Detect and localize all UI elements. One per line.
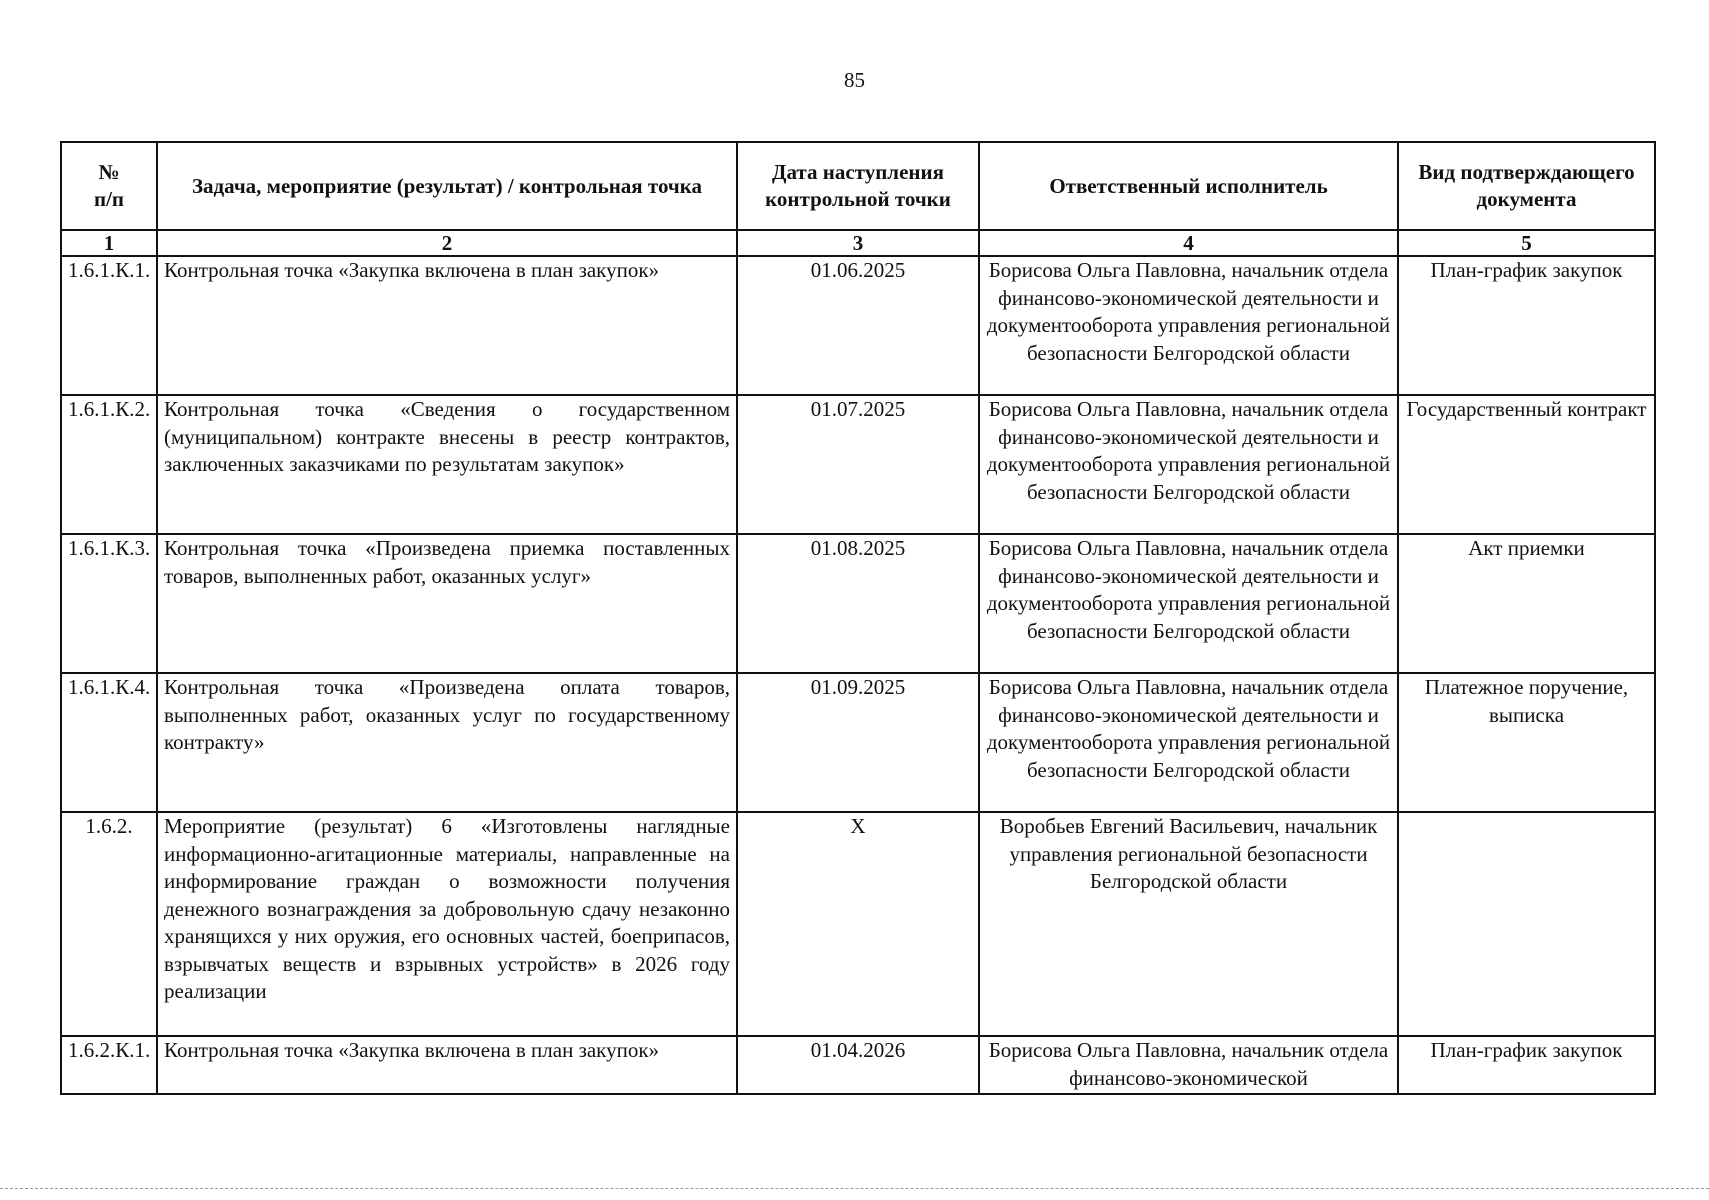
row-task: Контрольная точка «Произведена приемка поставленных товаров, выполненных работ, оказанных услуг» [157, 534, 737, 673]
table-row [61, 673, 1655, 812]
row-document: Платежное поручение, выписка [1398, 673, 1655, 812]
row-document: План-график закупок [1398, 256, 1655, 395]
table-row [61, 256, 1655, 395]
column-numbers-row [61, 230, 1655, 256]
row-responsible: Борисова Ольга Павловна, начальник отдела финансово-экономической деятельности и документооборота управления региональной безопасности Белгородской области [979, 534, 1398, 673]
row-date: 01.06.2025 [737, 256, 979, 395]
row-task: Мероприятие (результат) 6 «Изготовлены наглядные информационно-агитационные материалы, направленные на информирование граждан о возможности получения денежного вознаграждения за добровольную сдачу незаконно хранящихся у них оружия, его основных частей, боеприпасов, взрывчатых веществ и взрывных устройств» в 2026 году реализации [157, 812, 737, 1036]
row-date: 01.04.2026 [737, 1036, 979, 1094]
row-document: План-график закупок [1398, 1036, 1655, 1094]
row-task: Контрольная точка «Сведения о государственном (муниципальном) контракте внесены в реестр контрактов, заключенных заказчиками по результатам закупок» [157, 395, 737, 534]
column-number: 4 [979, 230, 1398, 256]
row-responsible: Борисова Ольга Павловна, начальник отдела финансово-экономической деятельности и документооборота управления региональной безопасности Белгородской области [979, 673, 1398, 812]
column-number: 3 [737, 230, 979, 256]
control-points-table [60, 141, 1656, 1095]
row-number: 1.6.2.К.1. [61, 1036, 157, 1094]
row-responsible: Воробьев Евгений Васильевич, начальник управления региональной безопасности Белгородской области [979, 812, 1398, 1036]
row-date: 01.07.2025 [737, 395, 979, 534]
row-date: X [737, 812, 979, 1036]
row-task: Контрольная точка «Закупка включена в план закупок» [157, 1036, 737, 1094]
row-number: 1.6.1.К.4. [61, 673, 157, 812]
row-responsible: Борисова Ольга Павловна, начальник отдела финансово-экономической [979, 1036, 1398, 1094]
table-row [61, 395, 1655, 534]
row-date: 01.08.2025 [737, 534, 979, 673]
row-document [1398, 812, 1655, 1036]
row-number: 1.6.1.К.3. [61, 534, 157, 673]
header-task: Задача, мероприятие (результат) / контрольная точка [157, 142, 737, 230]
header-number: № п/п [61, 142, 157, 230]
table-row [61, 1036, 1655, 1094]
row-document: Государственный контракт [1398, 395, 1655, 534]
row-date: 01.09.2025 [737, 673, 979, 812]
page-number: 85 [844, 68, 865, 92]
row-task: Контрольная точка «Произведена оплата товаров, выполненных работ, оказанных услуг по государственному контракту» [157, 673, 737, 812]
row-number: 1.6.1.К.2. [61, 395, 157, 534]
row-document: Акт приемки [1398, 534, 1655, 673]
table-row [61, 534, 1655, 673]
row-responsible: Борисова Ольга Павловна, начальник отдела финансово-экономической деятельности и документооборота управления региональной безопасности Белгородской области [979, 256, 1398, 395]
scan-edge-divider [0, 1188, 1709, 1189]
header-document: Вид подтверждающего документа [1398, 142, 1655, 230]
column-number: 5 [1398, 230, 1655, 256]
table-header-row [61, 142, 1655, 230]
column-number: 1 [61, 230, 157, 256]
row-number: 1.6.2. [61, 812, 157, 1036]
header-responsible: Ответственный исполнитель [979, 142, 1398, 230]
row-task: Контрольная точка «Закупка включена в план закупок» [157, 256, 737, 395]
header-date: Дата наступления контрольной точки [737, 142, 979, 230]
table-row [61, 812, 1655, 1036]
row-responsible: Борисова Ольга Павловна, начальник отдела финансово-экономической деятельности и документооборота управления региональной безопасности Белгородской области [979, 395, 1398, 534]
row-number: 1.6.1.К.1. [61, 256, 157, 395]
column-number: 2 [157, 230, 737, 256]
